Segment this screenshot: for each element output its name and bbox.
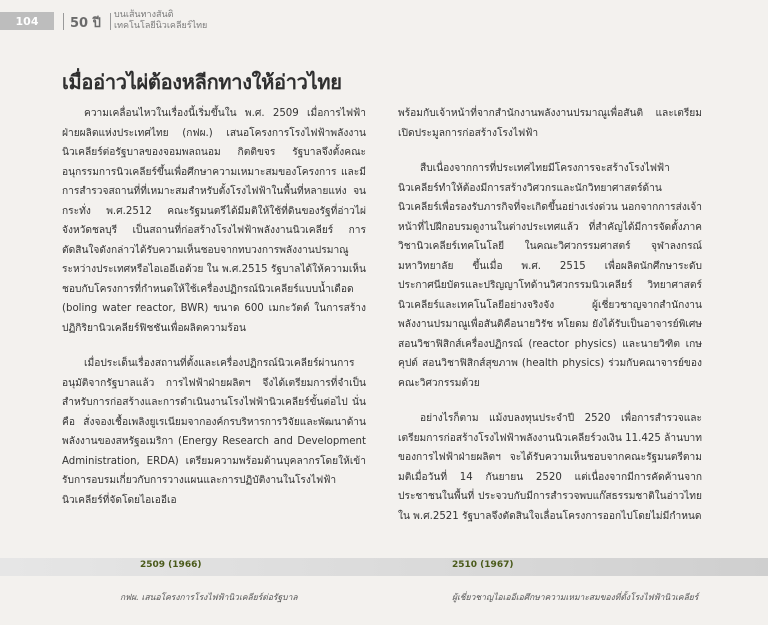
book-subtitle	[114, 10, 207, 32]
paragraph: ความเคลื่อนไหวในเรื่องนี้เริ่มขึ้นใน พ.ศ. 2509 เมื่อการไฟฟ้าฝ่ายผลิตแห่งประเทศไทย (กฟผ.) เสนอโครงการโรงไฟฟ้าพลังงานนิวเคลียร์ต่อรัฐบาลของจอมพลถนอม กิตติขจร รัฐบาลจึงตั้งคณะอนุกรรมการนิวเคลียร์ขึ้นเพื่อศึกษาความเหมาะสมของโครงการ และมีการสำรวจสถานที่ที่เหมาะสมสำหรับตั้งโรงไฟฟ้าในพื้นที่หลายแห่ง จนกระทั่ง พ.ศ.2512 คณะรัฐมนตรีได้มีมติให้ใช้ที่ดินของรัฐที่อ่าวไผ่ จังหวัดชลบุรี เป็นสถานที่ก่อสร้างโรงไฟฟ้าพลังงานนิวเคลียร์ การตัดสินใจดังกล่าวได้รับความเห็นชอบจากทบวงการพลังงานปรมาณูระหว่างประเทศหรือไอเออีเอด้วย ใน พ.ศ.2515 รัฐบาลได้ให้ความเห็นชอบกับโครงการที่กำหนดให้ใช้เครื่องปฏิกรณ์นิวเคลียร์แบบน้ำเดือด (boling water reactor, BWR) ขนาด 600 เมกะวัตต์ ในการสร้างปฏิกิริยานิวเคลียร์ฟิชชันเพื่อผลิตความร้อน	[62, 108, 366, 334]
page-number: 104	[0, 12, 54, 30]
paragraph: เมื่อประเด็นเรื่องสถานที่ตั้งและเครื่องปฏิกรณ์นิวเคลียร์ผ่านการอนุมัติจากรัฐบาลแล้ว การไฟฟ้าฝ่ายผลิตฯ จึงได้เตรียมการที่จำเป็นสำหรับการก่อสร้างและการดำเนินงานโรงไฟฟ้านิวเคลียร์ขั้นต่อไป นั่นคือ สั่งจองเชื้อเพลิงยูเรเนียมจากองค์กรบริหารการวิจัยและพัฒนาด้านพลังงานของสหรัฐอเมริกา (Energy Research and Development Administration, ERDA) เตรียมความพร้อมด้านบุคลากรโดยให้เข้ารับการอบรมเกี่ยวกับการวางแผนและการปฏิบัติงานในโรงไฟฟ้านิวเคลียร์ที่จัดโดยไอเออีเอ	[62, 358, 366, 506]
book-logo: 50 ปี	[70, 16, 101, 31]
header-divider-2	[110, 13, 111, 30]
left-column	[62, 104, 366, 526]
paragraph: อย่างไรก็ตาม แม้งบลงทุนประจำปี 2520 เพื่อการสำรวจและเตรียมการก่อสร้างโรงไฟฟ้าพลังงานนิวเคลียร์วงเงิน 11.425 ล้านบาท ของการไฟฟ้าฝ่ายผลิตฯ จะได้รับความเห็นชอบจากคณะรัฐมนตรีตามมติเมื่อวันที่ 14 กันยายน 2520 แต่เนื่องจากมีการคัดค้านจากประชาชนในพื้นที่ ประจวบกับมีการสำรวจพบแก๊สธรรมชาติในอ่าวไทย ใน พ.ศ.2521 รัฐบาลจึงตัดสินใจเลื่อนโครงการออกไปโดยไม่มีกำหนด	[398, 413, 702, 522]
header-divider	[63, 13, 64, 30]
book-subtitle-line1: บนเส้นทางสันติ	[114, 10, 174, 20]
timeline-date: 2509 (1966)	[140, 560, 202, 570]
paragraph: พร้อมกับเจ้าหน้าที่จากสำนักงานพลังงานปรมาณูเพื่อสันติ และเตรียมเปิดประมูลการก่อสร้างโรงไฟฟ้า	[398, 108, 702, 139]
timeline-caption: ผู้เชี่ยวชาญไอเออีเอศึกษาความเหมาะสมของที่ตั้งโรงไฟฟ้านิวเคลียร์	[452, 593, 699, 603]
book-subtitle-line2: เทคโนโลยีนิวเคลียร์ไทย	[114, 21, 208, 31]
timeline-caption: กฟผ. เสนอโครงการโรงไฟฟ้านิวเคลียร์ต่อรัฐบาล	[120, 593, 298, 603]
paragraph: สืบเนื่องจากการที่ประเทศไทยมีโครงการจะสร้างโรงไฟฟ้านิวเคลียร์ทำให้ต้องมีการสร้างวิศวกรและนักวิทยาศาสตร์ด้านนิวเคลียร์เพื่อรองรับภารกิจที่จะเกิดขึ้นอย่างเร่งด่วน นอกจากการส่งเจ้าหน้าที่ไปฝึกอบรมดูงานในต่างประเทศแล้ว ที่สำคัญได้มีการจัดตั้งภาควิชานิวเคลียร์เทคโนโลยี ในคณะวิศวกรรมศาสตร์ จุฬาลงกรณ์มหาวิทยาลัย ขึ้นเมื่อ พ.ศ. 2515 เพื่อผลิตนักศึกษาระดับประกาศนียบัตรและปริญญาโทด้านวิศวกรรมนิวเคลียร์ วิทยาศาสตร์นิวเคลียร์และเทคโนโลยีอย่างจริงจัง ผู้เชี่ยวชาญจากสำนักงานพลังงานปรมาณูเพื่อสันติคือนายวิรัช หโยดม ยังได้รับเป็นอาจารย์พิเศษสอนวิชาฟิสิกส์เครื่องปฏิกรณ์ (reactor physics) และนายวิฑิต เกษคุปต์ สอนวิชาฟิสิกส์สุขภาพ (health physics) ร่วมกับคณาจารย์ของคณะวิศวกรรมด้วย	[398, 163, 702, 389]
article-title: เมื่ออ่าวไผ่ต้องหลีกทางให้อ่าวไทย	[62, 70, 342, 94]
timeline-bar	[0, 558, 768, 576]
timeline-date: 2510 (1967)	[452, 560, 514, 570]
right-column	[398, 104, 702, 542]
